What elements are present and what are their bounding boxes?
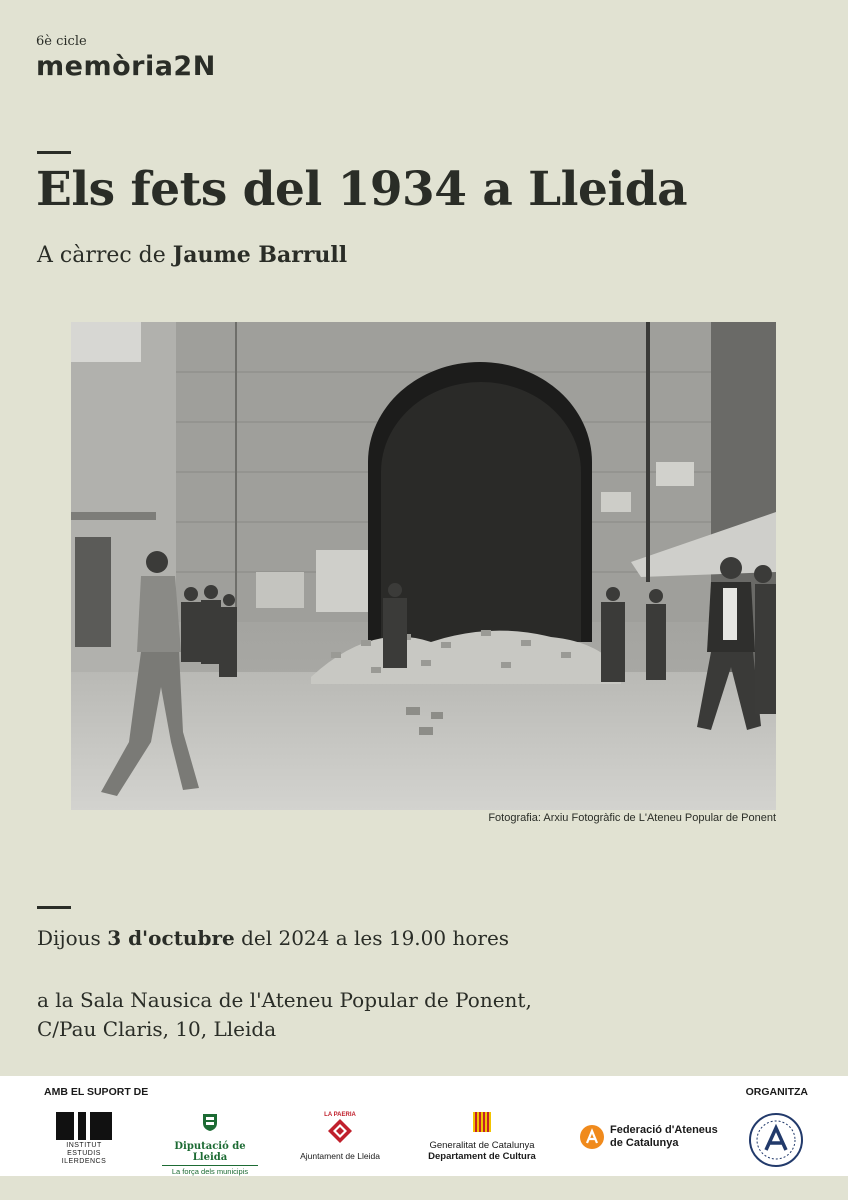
federacio-logo	[580, 1124, 730, 1150]
event-date	[37, 926, 509, 950]
sponsor-footer	[0, 1076, 848, 1176]
event-title: Els fets del 1934 a Lleida	[36, 162, 688, 217]
generalitat-logo	[422, 1112, 542, 1162]
historic-photo	[71, 322, 776, 810]
diputacio-shield-icon	[200, 1112, 220, 1132]
diputacio-tagline: La força dels municipis	[162, 1165, 258, 1176]
diputacio-logo	[162, 1112, 258, 1176]
paeria-name: Ajuntament de Lleida	[300, 1151, 380, 1161]
federacio-line-2: de Catalunya	[610, 1137, 679, 1149]
title-rule	[37, 151, 71, 154]
photo-credit: Fotografia: Arxiu Fotogràfic de L'Ateneu Popular de Ponent	[488, 812, 776, 824]
series-header	[36, 34, 216, 83]
paeria-logo	[292, 1112, 388, 1161]
organizer-label: ORGANITZA	[745, 1086, 808, 1098]
senyera-icon	[473, 1112, 491, 1132]
date-suffix: del 2024 a les 19.00 hores	[234, 926, 510, 950]
support-label: AMB EL SUPORT DE	[44, 1086, 149, 1098]
ies-name: INSTITUT ESTUDIS ILERDENCS	[61, 1142, 107, 1165]
generalitat-line-2: Departament de Cultura	[428, 1151, 536, 1162]
ateneu-seal-icon	[748, 1112, 804, 1168]
federacio-line-1: Federació d'Ateneus	[610, 1124, 718, 1136]
paeria-top: LA PAERIA	[324, 1112, 356, 1118]
diputacio-name: Diputació de Lleida	[174, 1141, 246, 1163]
generalitat-line-1: Generalitat de Catalunya	[429, 1140, 535, 1151]
venue-line-2: C/Pau Claris, 10, Lleida	[37, 1017, 277, 1041]
speaker-name: Jaume Barrull	[172, 242, 348, 268]
event-venue	[37, 986, 532, 1044]
federacio-a-icon	[580, 1125, 604, 1149]
venue-line-1: a la Sala Nausica de l'Ateneu Popular de Ponent,	[37, 988, 532, 1012]
series-brand: memòria2N	[36, 51, 216, 82]
date-prefix: Dijous	[37, 926, 108, 950]
speaker-prefix: A càrrec de	[37, 243, 173, 268]
paeria-emblem-icon	[327, 1118, 353, 1144]
ies-logo	[52, 1112, 116, 1166]
cycle-label: 6è cicle	[36, 34, 87, 49]
details-rule	[37, 906, 71, 909]
date-bold: 3 d'octubre	[107, 926, 235, 950]
ateneu-popular-logo	[748, 1112, 806, 1173]
ies-mark-icon	[52, 1112, 116, 1140]
speaker-line	[37, 242, 347, 268]
